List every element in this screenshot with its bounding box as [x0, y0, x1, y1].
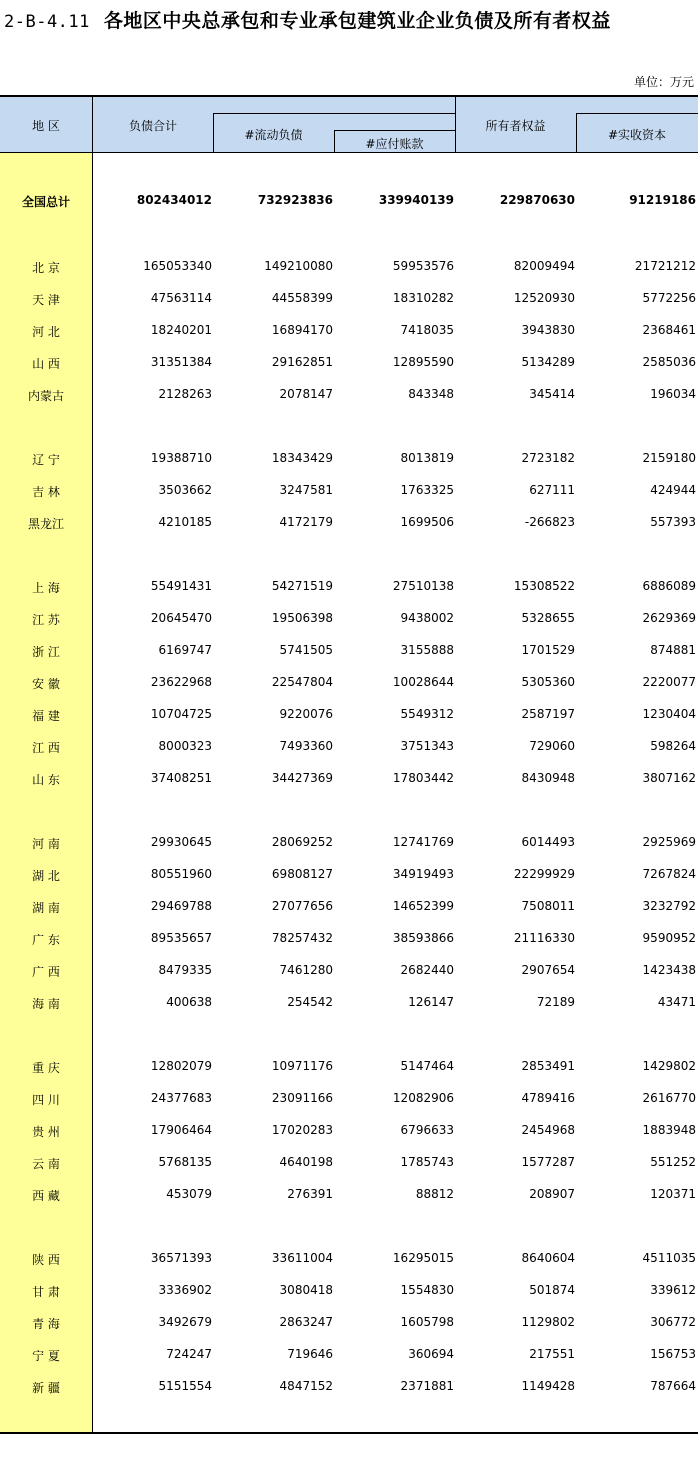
region-name: 河 北 — [32, 325, 60, 339]
cell-v5: 21721212 — [634, 259, 696, 273]
cell-v2: 29162851 — [271, 355, 333, 369]
cell-v4: 2853491 — [521, 1059, 575, 1073]
cell-v3: 1554830 — [400, 1283, 454, 1297]
cell-v4: 2454968 — [521, 1123, 575, 1137]
table-row — [0, 449, 698, 469]
cell-v3: 339940139 — [378, 193, 454, 207]
table-row — [0, 833, 698, 853]
cell-v2: 149210080 — [264, 259, 333, 273]
cell-v5: 2159180 — [642, 451, 696, 465]
region-name: 宁 夏 — [32, 1349, 60, 1363]
cell-v3: 5549312 — [400, 707, 454, 721]
cell-v3: 1699506 — [400, 515, 454, 529]
cell-v2: 23091166 — [271, 1091, 333, 1105]
cell-v4: 501874 — [529, 1283, 575, 1297]
table-row — [0, 609, 698, 629]
table-row — [0, 577, 698, 597]
table-bottom-rule — [0, 1432, 698, 1434]
cell-v4: 7508011 — [521, 899, 575, 913]
cell-v4: 3943830 — [521, 323, 575, 337]
cell-v3: 59953576 — [392, 259, 454, 273]
header-divider — [213, 113, 455, 114]
cell-v2: 19506398 — [271, 611, 333, 625]
cell-v3: 843348 — [408, 387, 454, 401]
table-row — [0, 1121, 698, 1141]
cell-v3: 14652399 — [392, 899, 454, 913]
cell-v2: 44558399 — [271, 291, 333, 305]
region-name: 贵 州 — [32, 1125, 60, 1139]
cell-v1: 6169747 — [158, 643, 212, 657]
cell-v5: 120371 — [650, 1187, 696, 1201]
region-name: 天 津 — [32, 293, 60, 307]
cell-v4: 12520930 — [513, 291, 575, 305]
table-row — [0, 481, 698, 501]
region-name: 吉 林 — [32, 485, 60, 499]
cell-v1: 23622968 — [150, 675, 212, 689]
cell-v2: 276391 — [287, 1187, 333, 1201]
cell-v3: 9438002 — [400, 611, 454, 625]
table-row — [0, 353, 698, 373]
cell-v4: 229870630 — [499, 193, 575, 207]
table-row — [0, 385, 698, 405]
cell-v5: 339612 — [650, 1283, 696, 1297]
unit-label: 单位：万元 — [633, 75, 694, 89]
table-row — [0, 897, 698, 917]
table-row — [0, 769, 698, 789]
cell-v1: 20645470 — [150, 611, 212, 625]
total-row — [0, 191, 698, 211]
table-row — [0, 1089, 698, 1109]
table-row — [0, 513, 698, 533]
cell-v3: 8013819 — [400, 451, 454, 465]
region-name: 福 建 — [32, 709, 60, 723]
cell-v5: 6886089 — [642, 579, 696, 593]
table-row — [0, 641, 698, 661]
header-current-liabilities: #流动负债 — [244, 128, 303, 142]
region-name: 青 海 — [32, 1317, 60, 1331]
cell-v4: 2907654 — [521, 963, 575, 977]
cell-v3: 12741769 — [392, 835, 454, 849]
cell-v2: 9220076 — [279, 707, 333, 721]
cell-v1: 24377683 — [150, 1091, 212, 1105]
region-name: 甘 肃 — [32, 1285, 60, 1299]
cell-v5: 1429802 — [642, 1059, 696, 1073]
cell-v3: 3155888 — [400, 643, 454, 657]
cell-v2: 16894170 — [271, 323, 333, 337]
header-paid-in-capital: #实收资本 — [607, 128, 667, 142]
cell-v3: 12082906 — [392, 1091, 454, 1105]
cell-v4: 2587197 — [521, 707, 575, 721]
cell-v5: 557393 — [650, 515, 696, 529]
cell-v4: 21116330 — [513, 931, 575, 945]
cell-v1: 3492679 — [158, 1315, 212, 1329]
cell-v3: 18310282 — [392, 291, 454, 305]
cell-v5: 1423438 — [642, 963, 696, 977]
cell-v2: 7461280 — [279, 963, 333, 977]
region-name: 北 京 — [32, 261, 60, 275]
cell-v2: 4847152 — [279, 1379, 333, 1393]
table-row — [0, 929, 698, 949]
table-row — [0, 673, 698, 693]
region-name: 四 川 — [32, 1093, 60, 1107]
header-owners-equity: 所有者权益 — [485, 119, 546, 133]
cell-v4: 15308522 — [513, 579, 575, 593]
page-title — [4, 6, 611, 33]
region-name: 新 疆 — [32, 1381, 60, 1395]
cell-v1: 80551960 — [150, 867, 212, 881]
cell-v1: 19388710 — [150, 451, 212, 465]
cell-v3: 360694 — [408, 1347, 454, 1361]
table-row — [0, 1249, 698, 1269]
cell-v3: 38593866 — [392, 931, 454, 945]
cell-v5: 787664 — [650, 1379, 696, 1393]
region-name: 浙 江 — [32, 645, 60, 659]
table-code: 2-B-4.11 — [4, 12, 90, 32]
cell-v1: 165053340 — [143, 259, 212, 273]
region-column — [0, 153, 92, 1432]
cell-v4: 22299929 — [513, 867, 575, 881]
table-row — [0, 321, 698, 341]
cell-v2: 254542 — [287, 995, 333, 1009]
cell-v2: 7493360 — [279, 739, 333, 753]
cell-v4: 5328655 — [521, 611, 575, 625]
cell-v4: 208907 — [529, 1187, 575, 1201]
region-name: 广 西 — [32, 965, 60, 979]
cell-v1: 29469788 — [150, 899, 212, 913]
cell-v4: 72189 — [536, 995, 575, 1009]
cell-v2: 3080418 — [279, 1283, 333, 1297]
cell-v1: 12802079 — [150, 1059, 212, 1073]
header-divider — [576, 113, 698, 114]
cell-v3: 12895590 — [392, 355, 454, 369]
cell-v5: 3807162 — [642, 771, 696, 785]
cell-v1: 400638 — [166, 995, 212, 1009]
cell-v2: 22547804 — [271, 675, 333, 689]
cell-v5: 43471 — [657, 995, 696, 1009]
cell-v5: 91219186 — [629, 193, 696, 207]
table-row — [0, 1281, 698, 1301]
cell-v4: 1149428 — [521, 1379, 575, 1393]
cell-v5: 598264 — [650, 739, 696, 753]
cell-v1: 31351384 — [150, 355, 212, 369]
table-row — [0, 865, 698, 885]
cell-v4: 217551 — [529, 1347, 575, 1361]
cell-v3: 1763325 — [400, 483, 454, 497]
cell-v5: 2616770 — [642, 1091, 696, 1105]
region-name: 河 南 — [32, 837, 60, 851]
cell-v5: 1230404 — [642, 707, 696, 721]
table-row — [0, 961, 698, 981]
cell-v2: 34427369 — [271, 771, 333, 785]
header-top-rule — [0, 95, 698, 97]
cell-v4: 8430948 — [521, 771, 575, 785]
table-title: 各地区中央总承包和专业承包建筑业企业负债及所有者权益 — [103, 10, 611, 32]
region-name: 湖 南 — [32, 901, 60, 915]
cell-v3: 34919493 — [392, 867, 454, 881]
cell-v5: 7267824 — [642, 867, 696, 881]
cell-v2: 54271519 — [271, 579, 333, 593]
table-row — [0, 289, 698, 309]
region-name: 辽 宁 — [32, 453, 60, 467]
cell-v5: 424944 — [650, 483, 696, 497]
cell-v4: -266823 — [524, 515, 575, 529]
region-name: 江 苏 — [32, 613, 60, 627]
cell-v4: 6014493 — [521, 835, 575, 849]
region-name: 陕 西 — [32, 1253, 60, 1267]
cell-v5: 4511035 — [642, 1251, 696, 1265]
table-row — [0, 1377, 698, 1397]
cell-v1: 2128263 — [158, 387, 212, 401]
cell-v4: 5305360 — [521, 675, 575, 689]
header-total-liabilities: 负债合计 — [128, 119, 177, 133]
cell-v1: 8479335 — [158, 963, 212, 977]
cell-v4: 1129802 — [521, 1315, 575, 1329]
region-name: 云 南 — [32, 1157, 60, 1171]
cell-v4: 627111 — [529, 483, 575, 497]
cell-v4: 345414 — [529, 387, 575, 401]
cell-v3: 7418035 — [400, 323, 454, 337]
cell-v3: 10028644 — [392, 675, 454, 689]
cell-v2: 78257432 — [271, 931, 333, 945]
cell-v1: 10704725 — [150, 707, 212, 721]
header-divider — [334, 130, 455, 131]
cell-v5: 3232792 — [642, 899, 696, 913]
table-row — [0, 1345, 698, 1365]
cell-v2: 27077656 — [271, 899, 333, 913]
cell-v1: 55491431 — [150, 579, 212, 593]
cell-v2: 17020283 — [271, 1123, 333, 1137]
cell-v2: 10971176 — [271, 1059, 333, 1073]
cell-v1: 802434012 — [136, 193, 212, 207]
cell-v3: 5147464 — [400, 1059, 454, 1073]
cell-v2: 4640198 — [279, 1155, 333, 1169]
cell-v4: 729060 — [529, 739, 575, 753]
cell-v3: 88812 — [415, 1187, 454, 1201]
region-name: 全国总计 — [21, 195, 70, 209]
cell-v1: 37408251 — [150, 771, 212, 785]
region-name: 西 藏 — [32, 1189, 60, 1203]
region-name: 内蒙古 — [27, 389, 64, 403]
cell-v5: 2925969 — [642, 835, 696, 849]
cell-v2: 732923836 — [257, 193, 333, 207]
cell-v5: 551252 — [650, 1155, 696, 1169]
region-name: 海 南 — [32, 997, 60, 1011]
region-name: 上 海 — [32, 581, 60, 595]
table-row — [0, 705, 698, 725]
table-row — [0, 1313, 698, 1333]
cell-v2: 2863247 — [279, 1315, 333, 1329]
cell-v1: 17906464 — [150, 1123, 212, 1137]
region-name: 重 庆 — [32, 1061, 60, 1075]
cell-v4: 4789416 — [521, 1091, 575, 1105]
cell-v3: 1605798 — [400, 1315, 454, 1329]
cell-v3: 6796633 — [400, 1123, 454, 1137]
cell-v5: 196034 — [650, 387, 696, 401]
cell-v5: 156753 — [650, 1347, 696, 1361]
cell-v5: 306772 — [650, 1315, 696, 1329]
cell-v1: 8000323 — [158, 739, 212, 753]
cell-v1: 5768135 — [158, 1155, 212, 1169]
cell-v2: 69808127 — [271, 867, 333, 881]
cell-v3: 17803442 — [392, 771, 454, 785]
cell-v1: 29930645 — [150, 835, 212, 849]
cell-v2: 719646 — [287, 1347, 333, 1361]
region-name: 黑龙江 — [27, 517, 64, 531]
cell-v3: 2682440 — [400, 963, 454, 977]
cell-v5: 5772256 — [642, 291, 696, 305]
cell-v2: 3247581 — [279, 483, 333, 497]
region-name: 山 西 — [32, 357, 60, 371]
cell-v3: 1785743 — [400, 1155, 454, 1169]
table-row — [0, 993, 698, 1013]
cell-v1: 36571393 — [150, 1251, 212, 1265]
cell-v4: 5134289 — [521, 355, 575, 369]
cell-v3: 126147 — [408, 995, 454, 1009]
cell-v3: 27510138 — [392, 579, 454, 593]
region-name: 江 西 — [32, 741, 60, 755]
cell-v2: 18343429 — [271, 451, 333, 465]
cell-v5: 2585036 — [642, 355, 696, 369]
region-name: 山 东 — [32, 773, 60, 787]
cell-v1: 453079 — [166, 1187, 212, 1201]
cell-v2: 4172179 — [279, 515, 333, 529]
header-region: 地 区 — [32, 119, 60, 133]
cell-v5: 2368461 — [642, 323, 696, 337]
table-row — [0, 1153, 698, 1173]
cell-v3: 16295015 — [392, 1251, 454, 1265]
table-row — [0, 1057, 698, 1077]
cell-v4: 1577287 — [521, 1155, 575, 1169]
cell-v1: 3503662 — [158, 483, 212, 497]
cell-v4: 2723182 — [521, 451, 575, 465]
header-accounts-payable: #应付账款 — [365, 137, 424, 151]
cell-v2: 5741505 — [279, 643, 333, 657]
cell-v3: 3751343 — [400, 739, 454, 753]
cell-v4: 8640604 — [521, 1251, 575, 1265]
cell-v2: 2078147 — [279, 387, 333, 401]
cell-v1: 3336902 — [158, 1283, 212, 1297]
table-row — [0, 737, 698, 757]
cell-v5: 9590952 — [642, 931, 696, 945]
cell-v4: 82009494 — [513, 259, 575, 273]
table-row — [0, 1185, 698, 1205]
cell-v1: 89535657 — [150, 931, 212, 945]
region-name: 广 东 — [32, 933, 60, 947]
cell-v5: 2220077 — [642, 675, 696, 689]
region-name: 安 徽 — [32, 677, 60, 691]
cell-v1: 5151554 — [158, 1379, 212, 1393]
region-name: 湖 北 — [32, 869, 60, 883]
cell-v4: 1701529 — [521, 643, 575, 657]
cell-v2: 28069252 — [271, 835, 333, 849]
cell-v1: 4210185 — [158, 515, 212, 529]
cell-v2: 33611004 — [271, 1251, 333, 1265]
cell-v5: 2629369 — [642, 611, 696, 625]
cell-v1: 18240201 — [150, 323, 212, 337]
cell-v1: 47563114 — [150, 291, 212, 305]
cell-v3: 2371881 — [400, 1379, 454, 1393]
cell-v1: 724247 — [166, 1347, 212, 1361]
header-bottom-rule — [0, 152, 698, 153]
cell-v5: 1883948 — [642, 1123, 696, 1137]
cell-v5: 874881 — [650, 643, 696, 657]
table-row — [0, 257, 698, 277]
